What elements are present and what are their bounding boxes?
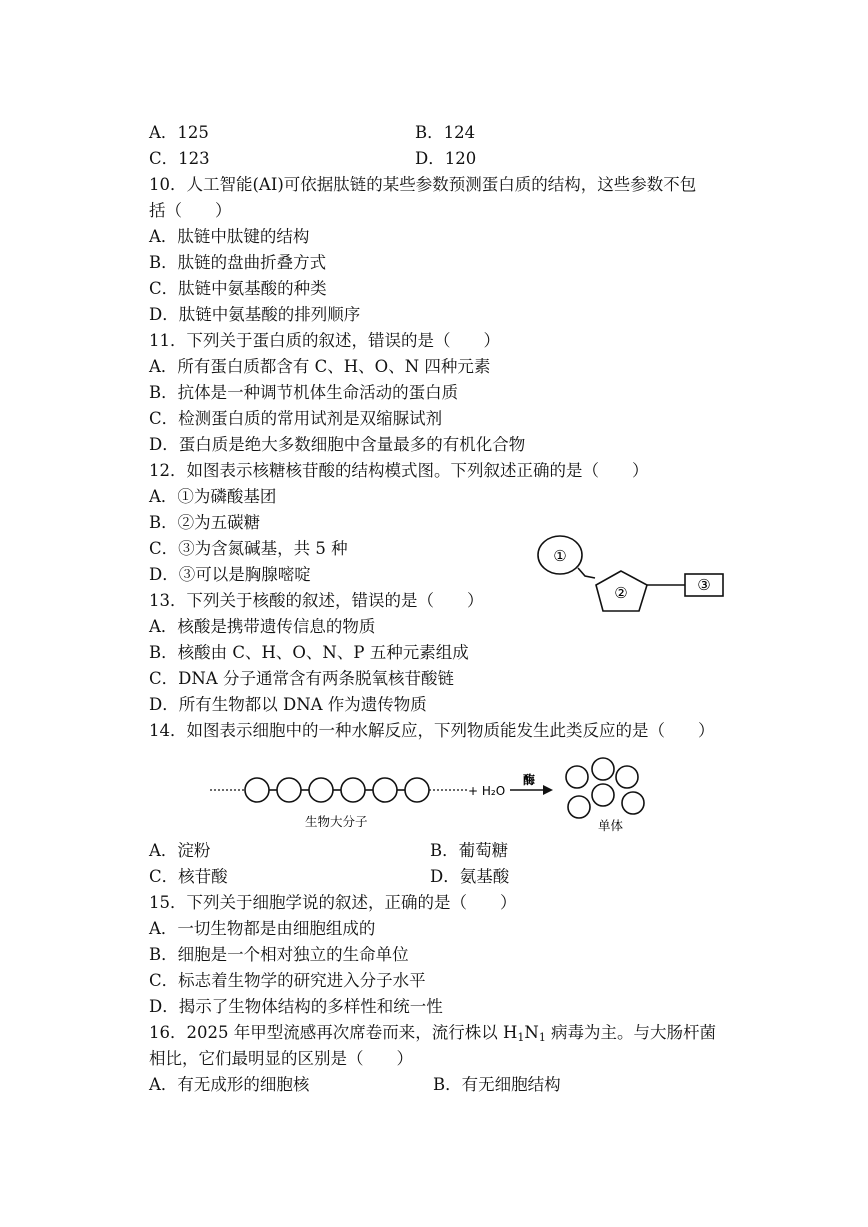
q14-option-a: A．淀粉 (149, 841, 211, 860)
q11-option-c: C．检测蛋白质的常用试剂是双缩脲试剂 (149, 409, 443, 428)
macromolecule-label: 生物大分子 (305, 814, 368, 829)
q16-stem-text: N (524, 1023, 539, 1042)
q15-option-b: B．细胞是一个相对独立的生命单位 (149, 945, 409, 964)
q12-option-b: B．②为五碳糖 (149, 513, 261, 532)
free-monomer (568, 796, 590, 818)
free-monomer (616, 766, 638, 788)
nucleotide-structure-diagram (535, 530, 735, 620)
q12-option-d: D．③可以是胸腺嘧啶 (149, 565, 311, 584)
chain-monomer (277, 778, 301, 802)
q15-option-a: A．一切生物都是由细胞组成的 (149, 919, 376, 938)
q14-option-d: D．氨基酸 (430, 867, 510, 886)
chain-monomer (405, 778, 429, 802)
q16-option-a: A．有无成形的细胞核 (149, 1075, 310, 1094)
q14-option-b: B．葡萄糖 (430, 841, 509, 860)
water-label: + H₂O (468, 784, 506, 798)
q13-option-a: A．核酸是携带遗传信息的物质 (149, 617, 376, 636)
q11-option-a: A．所有蛋白质都含有 C、H、O、N 四种元素 (149, 357, 491, 376)
q11-option-d: D．蛋白质是绝大多数细胞中含量最多的有机化合物 (149, 435, 526, 454)
q10-stem-line1: 10．人工智能(AI)可依据肽链的某些参数预测蛋白质的结构，这些参数不包 (149, 175, 697, 194)
q13-option-d: D．所有生物都以 DNA 作为遗传物质 (149, 695, 427, 714)
q13-option-c: C．DNA 分子通常含有两条脱氧核苷酸链 (149, 669, 454, 688)
q11-stem: 11．下列关于蛋白质的叙述，错误的是（ ） (149, 331, 500, 350)
free-monomer (592, 758, 614, 780)
q15-stem: 15．下列关于细胞学说的叙述，正确的是（ ） (149, 893, 517, 912)
label-1: ① (553, 547, 567, 565)
q9-option-d: D．120 (415, 149, 477, 168)
chain-monomer (245, 778, 269, 802)
q10-option-b: B．肽链的盘曲折叠方式 (149, 253, 327, 272)
q16-subscript: 1 (538, 1031, 546, 1044)
q15-option-c: C．标志着生物学的研究进入分子水平 (149, 971, 426, 990)
q16-stem-line2: 相比，它们最明显的区别是（ ） (149, 1049, 413, 1068)
free-monomer (566, 766, 588, 788)
q9-option-b: B．124 (415, 123, 476, 142)
q16-stem-text: 16．2025 年甲型流感再次席卷而来，流行株以 H (149, 1023, 518, 1042)
monomer-chain (245, 778, 429, 802)
q12-option-a: A．①为磷酸基团 (149, 487, 277, 506)
q16-stem-text: 病毒为主。与大肠杆菌 (545, 1023, 717, 1042)
enzyme-label: 酶 (523, 773, 536, 787)
q9-option-c: C．123 (149, 149, 210, 168)
monomer-cluster (566, 758, 644, 818)
q9-option-a: A．125 (149, 123, 209, 142)
q10-option-d: D．肽链中氨基酸的排列顺序 (149, 305, 361, 324)
q12-stem: 12．如图表示核糖核苷酸的结构模式图。下列叙述正确的是（ ） (149, 461, 649, 480)
chain-monomer (341, 778, 365, 802)
q13-option-b: B．核酸由 C、H、O、N、P 五种元素组成 (149, 643, 469, 662)
q10-option-a: A．肽链中肽键的结构 (149, 227, 310, 246)
q10-option-c: C．肽链中氨基酸的种类 (149, 279, 327, 298)
monomer-label: 单体 (598, 818, 624, 833)
phosphate-sugar-bond (578, 568, 595, 578)
q12-option-c: C．③为含氮碱基，共 5 种 (149, 539, 348, 558)
q14-stem: 14．如图表示细胞中的一种水解反应，下列物质能发生此类反应的是（ ） (149, 721, 715, 740)
q11-option-b: B．抗体是一种调节机体生命活动的蛋白质 (149, 383, 459, 402)
label-3: ③ (697, 576, 711, 594)
reaction-arrow-head (543, 785, 553, 795)
hydrolysis-diagram (205, 745, 655, 840)
q16-option-b: B．有无细胞结构 (433, 1075, 561, 1094)
label-2: ② (614, 584, 628, 602)
q10-stem-line2: 括（ ） (149, 201, 232, 220)
q16-subscript: 1 (517, 1031, 525, 1044)
free-monomer (592, 784, 614, 806)
q13-stem: 13．下列关于核酸的叙述，错误的是（ ） (149, 591, 484, 610)
q14-option-c: C．核苷酸 (149, 867, 228, 886)
free-monomer (622, 792, 644, 814)
chain-monomer (373, 778, 397, 802)
chain-monomer (309, 778, 333, 802)
q15-option-d: D．揭示了生物体结构的多样性和统一性 (149, 997, 443, 1016)
